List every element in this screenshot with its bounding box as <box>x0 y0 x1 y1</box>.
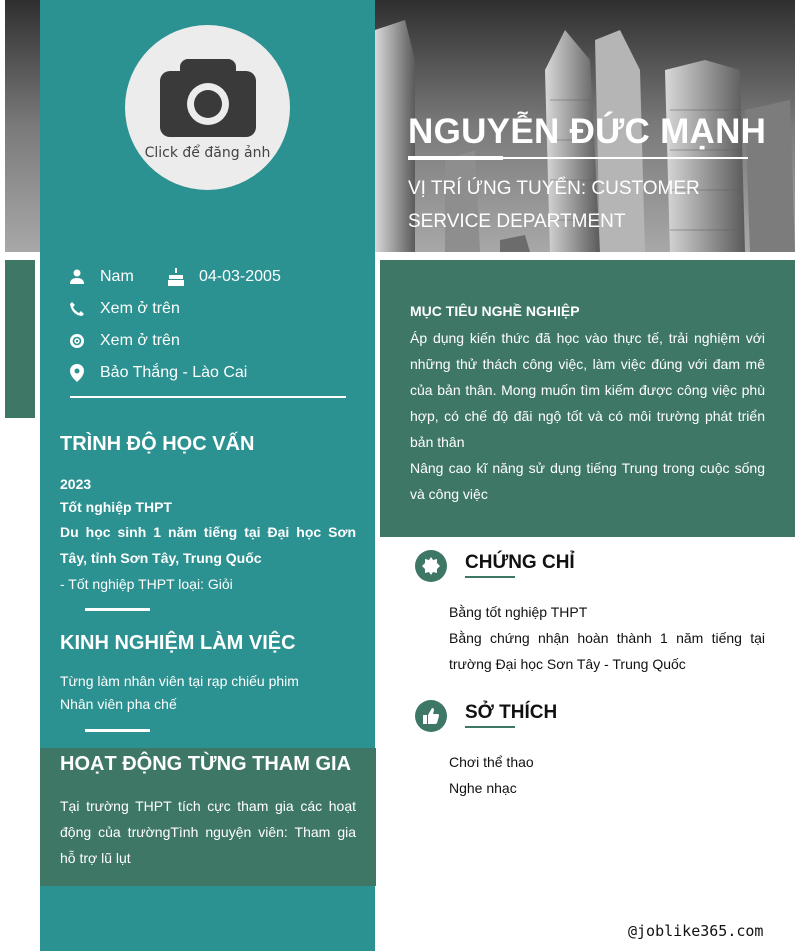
phone-icon <box>68 300 86 318</box>
birthday-cake-icon <box>167 268 185 286</box>
certificate-item: Bằng chứng nhận hoàn thành 1 năm tiếng tại trường Đại học Sơn Tây - Trung Quốc <box>449 630 765 672</box>
contact-birthday-row <box>167 268 281 286</box>
hobbies-underline <box>465 726 515 728</box>
address-value: Bảo Thắng - Lào Cai <box>100 364 248 381</box>
career-goal-title: MỤC TIÊU NGHỀ NGHIỆP <box>410 303 580 319</box>
thumbs-up-icon <box>415 700 447 732</box>
certificate-item: Bằng tốt nghiệp THPT <box>449 604 588 620</box>
experience-item: Từng làm nhân viên tại rạp chiếu phim <box>60 673 299 689</box>
hobbies-title: SỞ THÍCH <box>465 702 558 723</box>
education-title: TRÌNH ĐỘ HỌC VẤN <box>60 433 255 455</box>
gender-value: Nam <box>100 268 134 285</box>
hobbies-list <box>449 749 765 801</box>
avatar-upload-label: Click để đăng ảnh <box>144 144 271 161</box>
contact-address-row <box>68 364 247 382</box>
watermark: @joblike365.com <box>628 922 764 940</box>
activities-text: Tại trường THPT tích cực tham gia các hoạt động của trườngTình nguyện viên: Tham gia hỗ trợ lũ lụt <box>60 798 356 866</box>
name-divider-accent <box>408 156 503 160</box>
education-year: 2023 <box>60 476 92 492</box>
phone-value: Xem ở trên <box>100 300 180 317</box>
location-pin-icon <box>68 364 86 382</box>
at-sign-icon <box>68 332 86 350</box>
person-icon <box>68 268 86 286</box>
certificates-list <box>449 599 765 677</box>
birthday-value: 04-03-2005 <box>199 268 281 285</box>
education-degree: Tốt nghiệp THPT <box>60 499 172 515</box>
certificate-badge-icon <box>415 550 447 582</box>
hobby-item: Nghe nhạc <box>449 780 517 796</box>
experience-title: KINH NGHIỆM LÀM VIỆC <box>60 632 296 654</box>
education-school: Du học sinh 1 năm tiếng tại Đại học Sơn Tây, tỉnh Sơn Tây, Trung Quốc <box>60 524 356 566</box>
contact-email-row <box>68 332 180 350</box>
career-goal-paragraph: Áp dụng kiến thức đã học vào thực tế, trải nghiệm với những thử thách công việc, làm việc đúng với đam mê của bản thân. Mong muốn tìm kiếm được công việc phù hợp, có chế độ đãi ngộ tốt và có môi trường phát triển bản thân <box>410 330 765 450</box>
camera-icon <box>158 55 258 141</box>
contact-phone-row <box>68 300 180 318</box>
experience-list <box>60 670 356 716</box>
left-accent-bar <box>5 260 35 418</box>
contact-divider <box>70 396 346 398</box>
candidate-name: NGUYỄN ĐỨC MẠNH <box>408 112 767 151</box>
career-goal-paragraph: Nâng cao kĩ năng sử dụng tiếng Trung trong cuộc sống và công việc <box>410 460 765 502</box>
certificates-underline <box>465 576 515 578</box>
education-detail: - Tốt nghiệp THPT loại: Giỏi <box>60 576 233 592</box>
applied-position: VỊ TRÍ ỨNG TUYỂN: CUSTOMER SERVICE DEPARTMENT <box>408 178 700 232</box>
activities-title: HOẠT ĐỘNG TỪNG THAM GIA <box>60 753 352 775</box>
certificates-title: CHỨNG CHỈ <box>465 552 575 573</box>
contact-gender-row <box>68 268 134 286</box>
education-divider <box>85 608 150 611</box>
avatar-upload[interactable] <box>125 25 290 190</box>
hobby-item: Chơi thể thao <box>449 754 534 770</box>
experience-item: Nhân viên pha chế <box>60 696 177 712</box>
experience-divider <box>85 729 150 732</box>
email-value: Xem ở trên <box>100 332 180 349</box>
